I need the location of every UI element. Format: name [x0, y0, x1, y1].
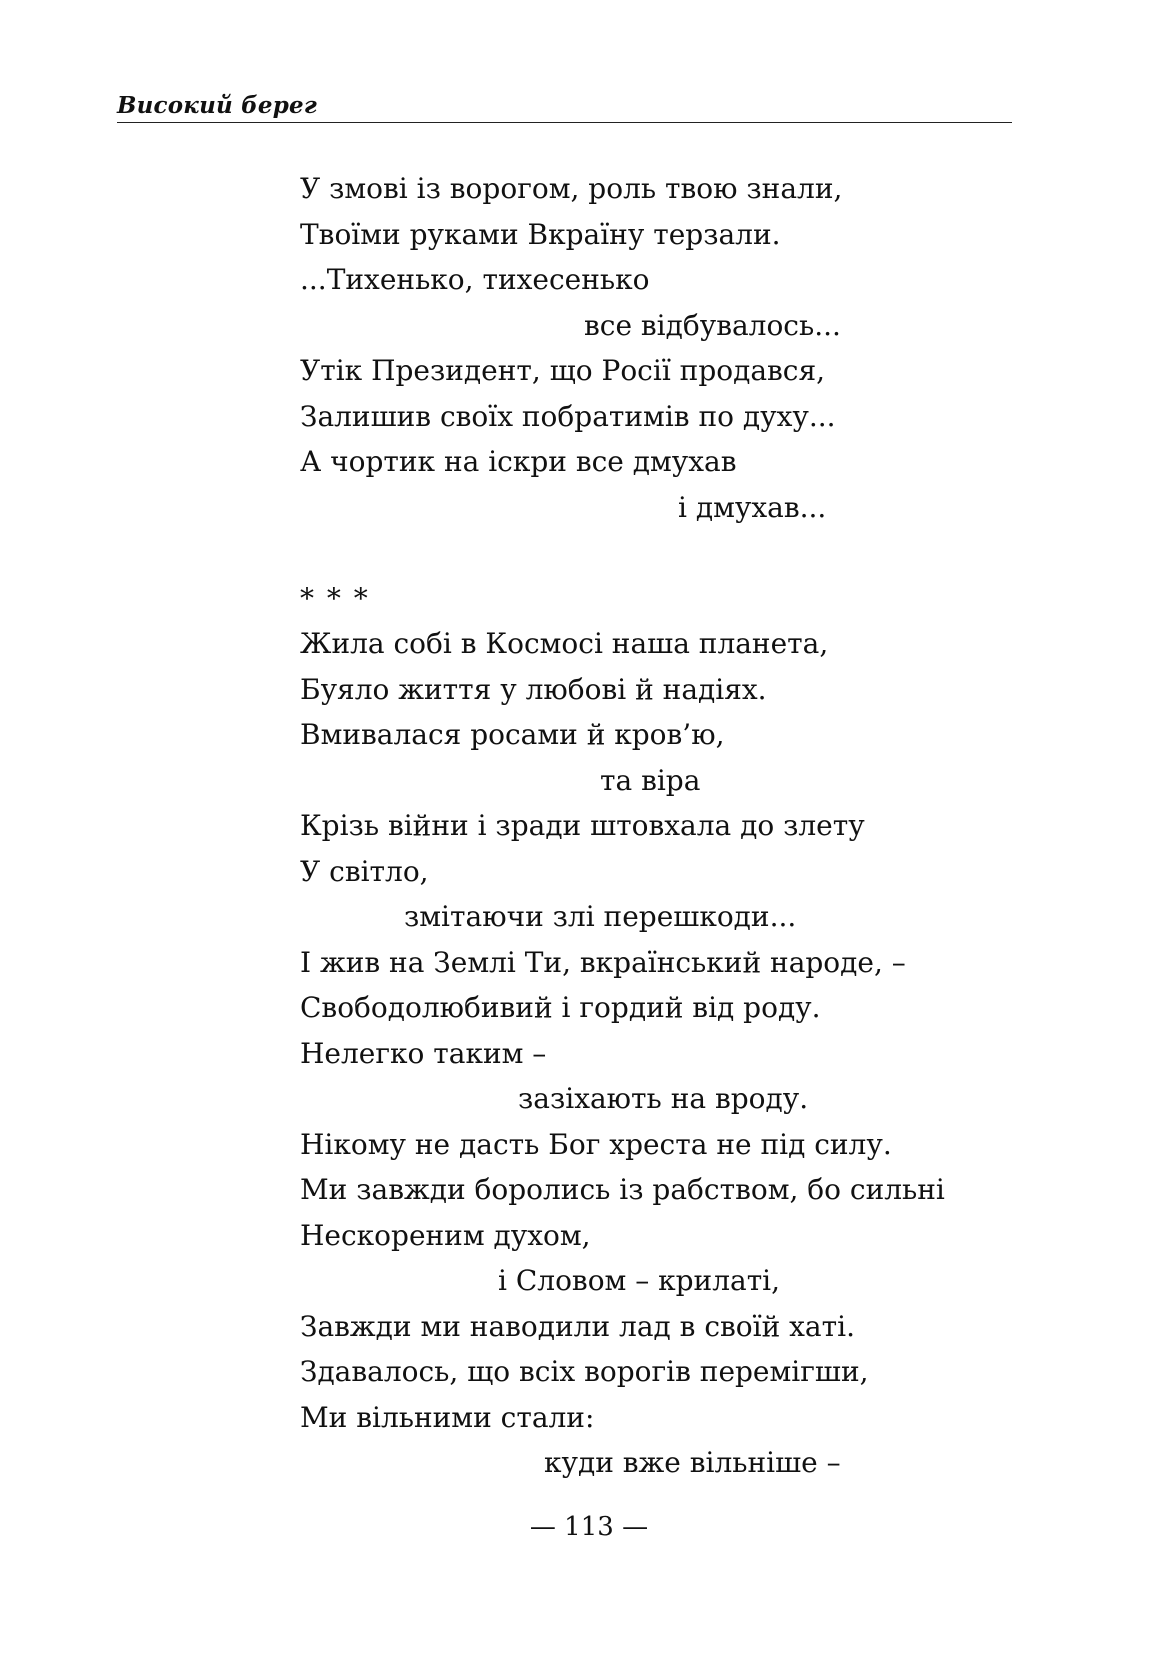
poem-line: Ми вільними стали: — [300, 1400, 595, 1434]
poem-line: Крізь війни і зради штовхала до злету — [300, 809, 865, 842]
poem-line: все відбувалось... — [584, 308, 841, 342]
poem-line: та віра — [600, 763, 701, 797]
poem-line: змітаючи злі перешкоди... — [404, 900, 797, 933]
poem-line: У змові із ворогом, роль твою знали, — [300, 172, 843, 205]
running-header — [117, 86, 1012, 123]
section-break-asterisks: * * * — [300, 581, 370, 615]
poem-line: Свободолюбивий і гордий від роду. — [300, 991, 821, 1024]
poem-line: Ми завжди боролись із рабством, бо сильні — [300, 1173, 945, 1206]
poem-line: Нікому не дасть Бог хреста не під силу. — [300, 1127, 892, 1161]
poem-line: Нелегко таким – — [300, 1036, 547, 1070]
page-number: — 113 — — [529, 1512, 649, 1542]
poem-line: У світло, — [300, 854, 429, 888]
poem-line: і Словом – крилаті, — [498, 1264, 781, 1297]
poem-line: Завжди ми наводили лад в своїй хаті. — [300, 1309, 855, 1343]
poem-line: Вмивалася росами й кров’ю, — [300, 718, 725, 751]
poem-line: Утік Президент, що Росії продався, — [300, 354, 826, 387]
poem-line: І жив на Землі Ти, вкраїнський народе, – — [300, 945, 906, 979]
poem-line: куди вже вільніше – — [544, 1446, 841, 1479]
poem-line: зазіхають на вроду. — [518, 1082, 809, 1115]
poem-body — [300, 166, 1000, 1486]
poem-line: Жила собі в Космосі наша планета, — [300, 627, 829, 660]
poem-line: Нескореним духом, — [300, 1218, 591, 1252]
poem-line: Твоїми руками Вкраїну терзали. — [300, 217, 781, 251]
poem-line: Буяло життя у любові й надіях. — [300, 672, 767, 706]
poem-line: і дмухав... — [678, 490, 827, 524]
poem-line: ...Тихенько, тихесенько — [300, 263, 650, 296]
book-title: Високий берег — [117, 92, 318, 119]
poem-line: А чортик на іскри все дмухав — [300, 445, 737, 478]
stanza-gap — [300, 530, 1000, 576]
poem-line: Здавалось, що всіх ворогів перемігши, — [300, 1355, 869, 1388]
poem-line: Залишив своїх побратимів по духу... — [300, 399, 836, 433]
